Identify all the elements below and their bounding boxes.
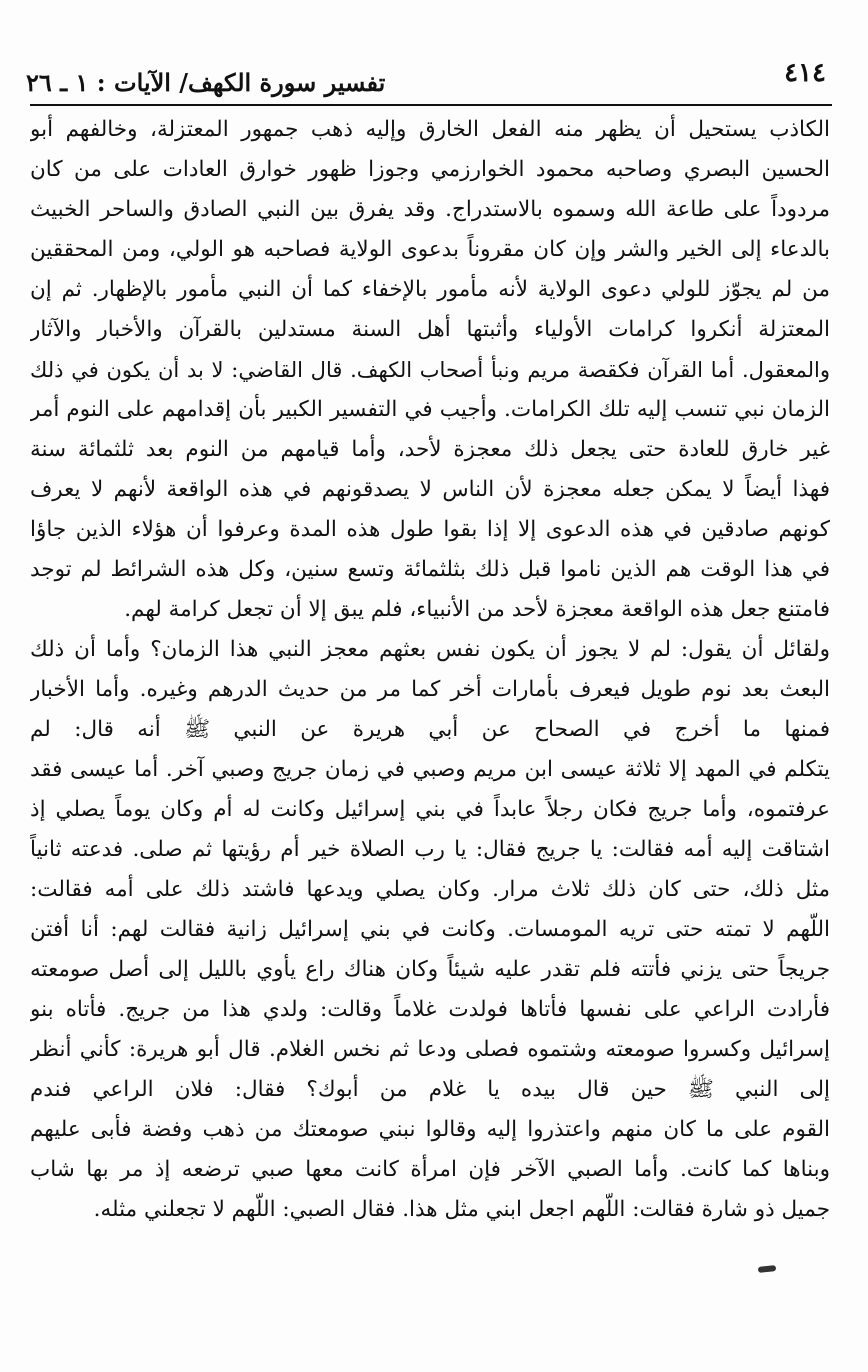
text-line: البعث بعد نوم طويل فيعرف بأمارات أخر كما مر من حديث الدرهم وغيره. وأما الأخبار (30, 677, 830, 702)
text-line: مثل ذلك، حتى كان ذلك ثلاث مرار. وكان يصلي ويدعها فاشتد ذلك على أمه فقالت: (30, 877, 830, 902)
text-line: عرفتموه، وأما جريج فكان رجلاً عابداً في بني إسرائيل وكانت له أم وكان يوماً يصلي إذ (30, 797, 830, 822)
running-title: تفسير سورة الكهف/ الآيات : ١ ـ ٢٦ (26, 68, 386, 97)
text-line: وبناها كما كانت. وأما الصبي الآخر فإن امرأة كانت معها صبي ترضعه إذ مر بها شاب (30, 1157, 830, 1182)
text-line: اشتاقت إليه أمه فقالت: يا جريج فقال: يا رب الصلاة خير أم رؤيتها ثم صلى. فدعته ثانياً (30, 837, 830, 862)
text-line: بالدعاء إلى الخير والشر وإن كان مقروناً بدعوى الولاية فصاحبه هو الولي، ومن المحققين (30, 237, 830, 262)
text-line: والمعقول. أما القرآن فكقصة مريم ونبأ أصحاب الكهف. قال القاضي: لا بد أن يكون في ذلك (30, 358, 830, 382)
text-line: الزمان نبي تنسب إليه تلك الكرامات. وأجيب في التفسير الكبير بأن إقدامهم على النوم أمر (30, 397, 830, 422)
text-line: فأرادت الراعي على نفسها فأتاها فولدت غلاماً وقالت: ولدي هذا من جريج. فأتاه بنو (30, 997, 830, 1022)
text-line: من لم يجوّز للولي دعوى الولاية لأنه مأمور بالإخفاء كما أن النبي مأمور بالإظهار. ثم إن (30, 277, 830, 302)
text-line: إسرائيل وكسروا صومعته وشتموه فصلى ودعا ثم نخس الغلام. قال أبو هريرة: كأني أنظر (30, 1037, 830, 1062)
text-line: القوم على ما كان منهم واعتذروا إليه وقالوا نبني صومعتك من ذهب وفضة فأبى عليهم (30, 1117, 830, 1142)
text-line: اللّهم لا تمته حتى تريه المومسات. وكانت في بني إسرائيل زانية فقالت لهم: أنا أفتن (30, 917, 830, 942)
header-rule (30, 104, 832, 106)
page-header (26, 58, 826, 98)
text-line: مردوداً على طاعة الله وسموه بالاستدراج. وقد يفرق بين النبي الصادق والساحر الخبيث (30, 197, 830, 222)
text-line: في هذا الوقت هم الذين ناموا قبل ذلك بثلثمائة وتسع سنين، وكل هذه الشرائط لم توجد (30, 557, 830, 582)
text-line: فمنها ما أخرج في الصحاح عن أبي هريرة عن النبي ﷺ أنه قال: لم (30, 717, 830, 742)
text-line: كونهم صادقين في هذه الدعوى إلا إذا بقوا طول هذه المدة وعرفوا أن هؤلاء الذين جاؤا (30, 517, 830, 542)
text-line: الكاذب يستحيل أن يظهر منه الفعل الخارق وإليه ذهب جمهور المعتزلة، وخالفهم أبو (30, 117, 830, 142)
text-line: فامتنع جعل هذه الواقعة معجزة لأحد من الأنبياء، فلم يبق إلا أن تجعل كرامة لهم. (124, 597, 830, 622)
text-line: ولقائل أن يقول: لم لا يجوز أن يكون نفس بعثهم معجز النبي هذا الزمان؟ وأما أن ذلك (30, 637, 830, 662)
ink-mark (758, 1265, 777, 1273)
text-line: المعتزلة أنكروا كرامات الأولياء وأثبتها أهل السنة مستدلين بالقرآن والأخبار والآثار (30, 317, 830, 342)
text-line: جريجاً حتى يزني فأتته فلم تقدر عليه شيئاً وكان هناك راع يأوي بالليل إلى أصل صومعته (30, 957, 830, 982)
text-line: الحسين البصري وصاحبه محمود الخوارزمي وجوزا ظهور خوارق العادات على من كان (30, 157, 830, 182)
text-line: غير خارق للعادة حتى يجعل ذلك معجزة لأحد، وأما قيامهم من النوم بعد ثلثمائة سنة (30, 437, 830, 462)
text-line: يتكلم في المهد إلا ثلاثة عيسى ابن مريم وصبي في زمان جريج وصبي آخر. أما عيسى فقد (30, 757, 830, 782)
text-line: جميل ذو شارة فقالت: اللّهم اجعل ابني مثل هذا. فقال الصبي: اللّهم لا تجعلني مثله. (93, 1197, 830, 1222)
text-line: إلى النبي ﷺ حين قال بيده يا غلام من أبوك؟ فقال: فلان الراعي فندم (30, 1077, 830, 1102)
page-number: ٤١٤ (784, 58, 826, 88)
body-text (30, 110, 830, 1230)
text-line: فهذا أيضاً لا يمكن جعله معجزة لأن الناس لا يصدقونهم في هذه الواقعة لأنهم لا يعرف (30, 477, 830, 502)
